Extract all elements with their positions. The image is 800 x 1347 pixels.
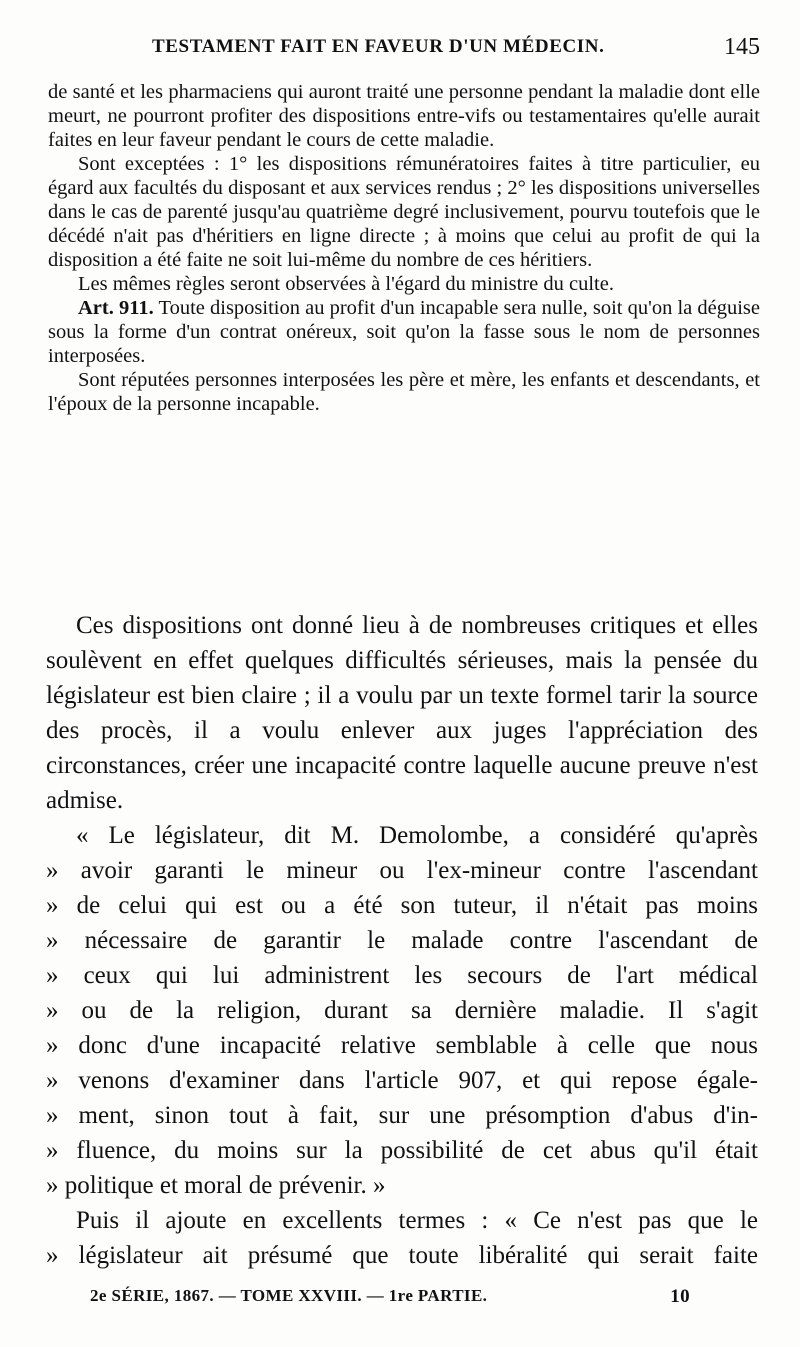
signature-mark: 10	[670, 1286, 690, 1307]
demolombe-quotation	[46, 818, 758, 1203]
quote-line: » ment, sinon tout à fait, sur une présomption d'abus d'in-	[46, 1102, 758, 1129]
commentary-text	[46, 608, 758, 1273]
quote-line: » de celui qui est ou a été son tuteur, il n'était pas moins	[46, 892, 758, 919]
page-number: 145	[724, 34, 760, 60]
code-article-text	[48, 80, 760, 416]
paragraph-line: Puis il ajoute en excellents termes : « Ce n'est pas que le	[76, 1207, 758, 1234]
quote-line: » ou de la religion, durant sa dernière maladie. Il s'agit	[46, 997, 758, 1024]
code-paragraph-5: Sont réputées personnes interposées les père et mère, les enfants et descendants, et l'époux de la personne incapable.	[48, 369, 760, 415]
code-paragraph-4	[48, 296, 760, 368]
page-footer	[90, 1286, 690, 1314]
series-line: 2e SÉRIE, 1867. — TOME XXVIII. — 1re PARTIE.	[90, 1286, 488, 1305]
quote-line: » venons d'examiner dans l'article 907, et qui repose égale-	[46, 1067, 758, 1094]
running-title: TESTAMENT FAIT EN FAVEUR D'UN MÉDECIN.	[152, 36, 605, 57]
article-911-text: Toute disposition au profit d'un incapable sera nulle, soit qu'on la déguise sous la forme d'un contrat onéreux, soit qu'on la fasse sous le nom de personnes interposées.	[48, 297, 760, 367]
code-paragraph-2: Sont exceptées : 1° les dispositions rémunératoires faites à titre particulier, eu égard aux facultés du disposant et aux services rendus ; 2° les dispositions universelles dans le cas de parenté jusqu'au quatrième degré inclusivement, pourvu toutefois que le décédé n'ait pas d'héritiers en ligne directe ; à moins que celui au profit de qui la disposition a été faite ne soit lui-même du nombre de ces héritiers.	[48, 153, 760, 271]
quote-line: » avoir garanti le mineur ou l'ex-mineur contre l'ascendant	[46, 857, 758, 884]
quote-line: » politique et moral de prévenir. »	[46, 1172, 386, 1199]
quote-line: » nécessaire de garantir le malade contre l'ascendant de	[46, 927, 758, 954]
running-header	[48, 36, 760, 66]
quote-line: » fluence, du moins sur la possibilité de cet abus qu'il était	[46, 1137, 758, 1164]
code-paragraph-1: de santé et les pharmaciens qui auront traité une personne pendant la maladie dont elle meurt, ne pourront profiter des dispositions entre-vifs ou testamentaires qu'elle aurait faites en leur faveur pendant le cours de cette maladie.	[48, 81, 760, 151]
commentary-paragraph-1: Ces dispositions ont donné lieu à de nombreuses critiques et elles soulèvent en effet quelques difficultés sérieuses, mais la pensée du législateur est bien claire ; il a voulu par un texte formel tarir la source des procès, il a voulu enlever aux juges l'appréciation des circonstances, créer une incapacité contre laquelle aucune preuve n'est admise.	[46, 612, 758, 814]
code-paragraph-3: Les mêmes règles seront observées à l'égard du ministre du culte.	[78, 273, 614, 295]
paragraph-line: » législateur ait présumé que toute libéralité qui serait faite	[46, 1242, 758, 1269]
article-label: Art. 911.	[78, 297, 154, 319]
commentary-paragraph-3	[46, 1203, 758, 1273]
quote-line: « Le législateur, dit M. Demolombe, a considéré qu'après	[76, 822, 758, 849]
quote-line: » ceux qui lui administrent les secours de l'art médical	[46, 962, 758, 989]
quote-line: » donc d'une incapacité relative semblable à celle que nous	[46, 1032, 758, 1059]
